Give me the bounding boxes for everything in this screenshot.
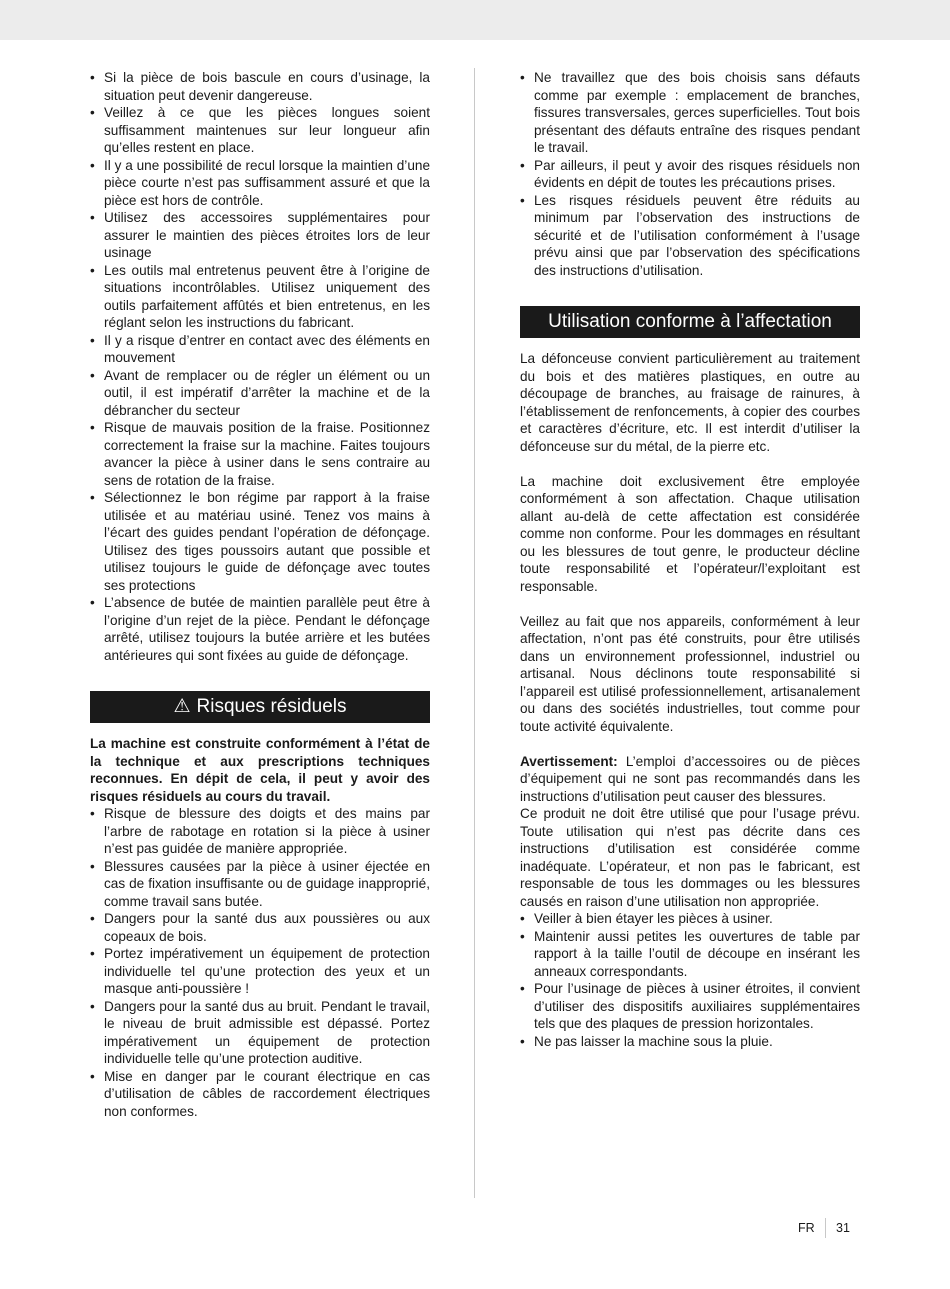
list-item: • Avant de remplacer ou de régler un élément ou un outil, il est impératif d’arrêter la machine et de la débrancher du secteur: [90, 367, 430, 420]
list-item: • Risque de blessure des doigts et des mains par l’arbre de rabotage en rotation si la pièce à usiner n’est pas guidée de manière appropriée.: [90, 805, 430, 858]
list-item: • Blessures causées par la pièce à usiner éjectée en cas de fixation insuffisante ou de guidage inapproprié, comme travail sans butée.: [90, 858, 430, 911]
left-column: [90, 69, 430, 1120]
list-item: • Les outils mal entretenus peuvent être à l’origine de situations incontrôlables. Utilisez uniquement des outils parfaitement affûtés et bien entretenus, en les réglant selon les instructions du fabricant.: [90, 262, 430, 332]
list-item: • Portez impérativement un équipement de protection individuelle tel qu’une protection des yeux et un masque anti-poussière !: [90, 945, 430, 998]
usage-bullet-list: [520, 910, 860, 1050]
list-item: • Ne pas laisser la machine sous la pluie.: [520, 1033, 860, 1051]
usage-paragraph: La machine doit exclusivement être employée conformément à son affectation. Chaque utilisation allant au-delà de cette affectation est considérée comme non conforme. Pour les dommages en résultant ou les blessures de tout genre, le producteur décline toute responsabilité et l’opérateur/l’exploitant est responsable.: [520, 473, 860, 594]
usage-paragraph: Ce produit ne doit être utilisé que pour l’usage prévu. Toute utilisation qui n’est pas décrite dans ces instructions d’utilisation est considérée comme inadéquate. L’opérateur, et non pas le fabricant, est responsable de tous les dommages ou les blessures causés en raison d’une utilisation non appropriée.: [520, 806, 860, 909]
language-code: FR: [798, 1221, 815, 1235]
list-item: • Risque de mauvais position de la fraise. Positionnez correctement la fraise sur la machine. Faites toujours avancer la pièce à usiner dans le sens contraire au sens de rotation de la fraise.: [90, 419, 430, 489]
warning-text: L’emploi d’accessoires ou de pièces d’équipement qui ne sont pas recommandés dans les instructions d’utilisation peut causer des blessures.: [520, 753, 860, 804]
list-item: • Les risques résiduels peuvent être réduits au minimum par l’observation des instructions de sécurité et de l’utilisation conformément à l’usage prévu ainsi que par l’observation des spécifications des instructions d’utilisation.: [520, 192, 860, 280]
list-item: • Dangers pour la santé dus au bruit. Pendant le travail, le niveau de bruit admissible est dépassé. Portez impérativement un équipement de protection individuelle telle qu’une protection auditive.: [90, 998, 430, 1068]
residual-intro: La machine est construite conformément à l’état de la technique et aux prescriptions techniques reconnues. En dépit de cela, il peut y avoir des risques résiduels au cours du travail.: [90, 736, 430, 804]
list-item: • Maintenir aussi petites les ouvertures de table par rapport à la taille l’outil de découpe en insérant les anneaux correspondants.: [520, 928, 860, 981]
list-item: • Veiller à bien étayer les pièces à usiner.: [520, 910, 860, 928]
warning-label: Avertissement:: [520, 753, 618, 769]
list-item: • Pour l’usinage de pièces à usiner étroites, il convient d’utiliser des dispositifs auxiliaires supplémentaires tels que des plaques de pression horizontales.: [520, 980, 860, 1033]
usage-paragraph: La défonceuse convient particulièrement au traitement du bois et des matières plastiques, en outre au découpage de branches, au fraisage de rainures, à l’établissement de renfoncements, à copier des courbes et caractères d’écriture, etc. Il est interdit d’utiliser la défonceuse sur du métal, de la pierre etc.: [520, 351, 860, 454]
usage-paragraph: Veillez au fait que nos appareils, conformément à leur affectation, n’ont pas été construits, pour être utilisés dans un environnement professionnel, industriel ou artisanal. Nous déclinons toute responsabilité si l’appareil est utilisé professionnellement, artisanalement ou dans des sociétés industrielles, tout comme pour toute activité équivalente.: [520, 613, 860, 734]
page-number: 31: [836, 1221, 850, 1235]
footer-separator: [825, 1218, 826, 1238]
top-band: [0, 0, 950, 40]
residual-risks-heading: [90, 691, 430, 723]
intended-use-heading: Utilisation conforme à l’affectation: [520, 306, 860, 338]
residual-bullet-list: [90, 805, 430, 1120]
residual-risks-title: Risques résiduels: [196, 696, 347, 717]
list-item: • Par ailleurs, il peut y avoir des risques résiduels non évidents en dépit de toutes les précautions prises.: [520, 157, 860, 192]
list-item: • Dangers pour la santé dus aux poussières ou aux copeaux de bois.: [90, 910, 430, 945]
residual-continued-list: [520, 69, 860, 279]
list-item: • Ne travaillez que des bois choisis sans défauts comme par exemple : emplacement de branches, fissures transversales, gerces superficielles. Tout bois présentant des défauts entraîne des risques pendant le travail.: [520, 69, 860, 157]
warning-triangle-icon: ⚠: [173, 696, 191, 717]
list-item: • Il y a risque d’entrer en contact avec des éléments en mouvement: [90, 332, 430, 367]
list-item: • Utilisez des accessoires supplémentaires pour assurer le maintien des pièces étroites lors de leur usinage: [90, 209, 430, 262]
list-item: • Si la pièce de bois bascule en cours d’usinage, la situation peut devenir dangereuse.: [90, 69, 430, 104]
column-divider: [474, 68, 475, 1198]
warning-paragraph: [520, 753, 860, 806]
right-column: [520, 69, 860, 1050]
list-item: • Il y a une possibilité de recul lorsque la maintien d’une pièce courte n’est pas suffisamment assuré et que la pièce est hors de contrôle.: [90, 157, 430, 210]
list-item: • Sélectionnez le bon régime par rapport à la fraise utilisée et au matériau usiné. Tenez vos mains à l’écart des guides pendant l’opération de défonçage. Utilisez des tiges poussoirs autant que possible et utilisez toujours le guide de défonçage avec toutes ses protections: [90, 489, 430, 594]
list-item: • L’absence de butée de maintien parallèle peut être à l’origine d’un rejet de la pièce. Pendant le défonçage arrêté, utilisez toujours la butée arrière et les butées antérieures qui sont fixées au guide de défonçage.: [90, 594, 430, 664]
list-item: • Mise en danger par le courant électrique en cas d’utilisation de câbles de raccordement électriques non conformes.: [90, 1068, 430, 1121]
safety-bullet-list: [90, 69, 430, 664]
list-item: • Veillez à ce que les pièces longues soient suffisamment maintenues sur leur longueur afin qu’elles restent en place.: [90, 104, 430, 157]
